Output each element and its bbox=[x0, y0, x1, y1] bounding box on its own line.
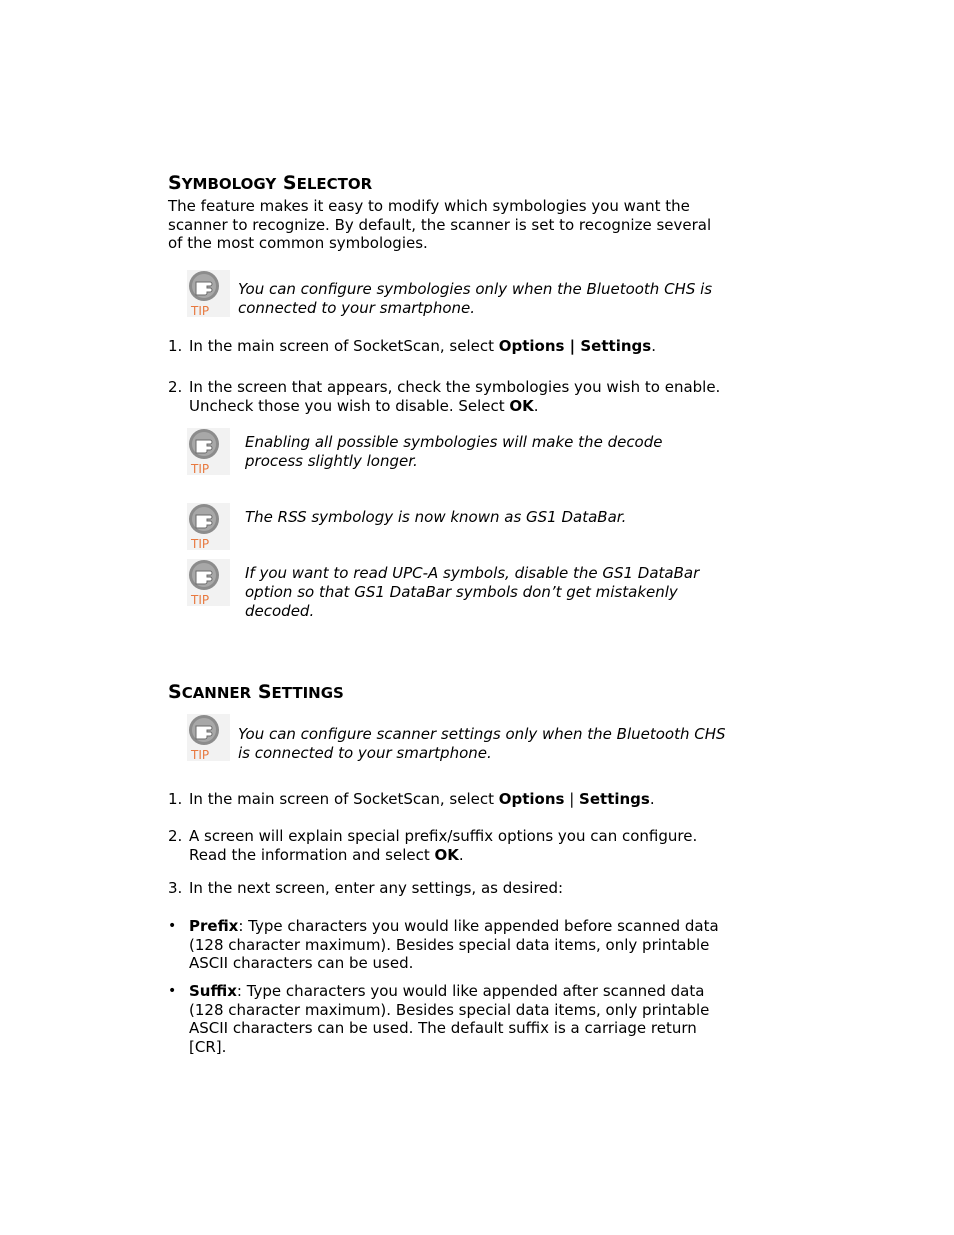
step-item bbox=[168, 827, 733, 864]
svg-text:TIP: TIP bbox=[191, 462, 210, 475]
step-item bbox=[168, 879, 728, 898]
step-number: 1. bbox=[168, 337, 183, 355]
tip-text: If you want to read UPC-A symbols, disable the GS1 DataBar option so that GS1 DataBar symbols don’t get mistakenly decoded. bbox=[245, 564, 700, 620]
tip-icon bbox=[187, 270, 230, 317]
step-end: . bbox=[533, 396, 539, 415]
step-text: In the screen that appears, check the symbologies you wish to enable. Uncheck those you wish to disable. Select bbox=[189, 378, 721, 415]
heading-smallcaps: ELECTOR bbox=[296, 175, 373, 193]
svg-text:TIP: TIP bbox=[191, 537, 210, 550]
step-bold: OK bbox=[509, 396, 534, 415]
step-text: A screen will explain special prefix/suffix options you can configure. Read the information and select bbox=[189, 827, 698, 864]
tip-text: The RSS symbology is now known as GS1 DataBar. bbox=[245, 508, 627, 526]
heading-cap: S bbox=[282, 172, 297, 194]
tip-icon bbox=[187, 503, 230, 550]
tip-icon bbox=[187, 428, 230, 475]
heading-smallcaps: YMBOLOGY bbox=[181, 175, 277, 193]
step-text: In the main screen of SocketScan, select bbox=[189, 790, 499, 808]
step-number: 2. bbox=[168, 827, 183, 845]
step-bold: Options | Settings bbox=[498, 337, 652, 355]
list-item bbox=[168, 982, 733, 1056]
heading-cap: S bbox=[168, 172, 182, 194]
tip-icon bbox=[187, 559, 230, 606]
bullet-label: Prefix bbox=[189, 917, 239, 935]
step-text: In the main screen of SocketScan, select bbox=[189, 337, 499, 355]
tip-icon bbox=[187, 714, 230, 761]
bullet-text: : Type characters you would like appended before scanned data (128 character maximum). Besides special data items, only printable ASCII characters can be used. bbox=[189, 917, 719, 973]
heading-cap: S bbox=[168, 681, 182, 703]
tip-text: You can configure symbologies only when the Bluetooth CHS is connected to your smartphone. bbox=[238, 280, 713, 317]
step-item bbox=[168, 337, 728, 356]
tip-text: You can configure scanner settings only when the Bluetooth CHS is connected to your smartphone. bbox=[238, 725, 726, 762]
list-item bbox=[168, 917, 733, 973]
step-number: 2. bbox=[168, 378, 183, 396]
step-end: . bbox=[651, 337, 656, 355]
step-end: . bbox=[458, 845, 464, 864]
step-end: . bbox=[649, 790, 655, 808]
svg-text:TIP: TIP bbox=[191, 593, 210, 606]
tip-text: Enabling all possible symbologies will make the decode process slightly longer. bbox=[245, 433, 663, 470]
heading-smallcaps: ETTINGS bbox=[271, 684, 344, 702]
section-heading-symbology-selector bbox=[168, 172, 372, 194]
bullet-symbol: • bbox=[168, 983, 177, 999]
step-item bbox=[168, 790, 728, 809]
section-heading-scanner-settings bbox=[168, 681, 344, 703]
bullet-symbol: • bbox=[168, 918, 177, 934]
symbology-intro: The feature makes it easy to modify which symbologies you want the scanner to recognize. By default, the scanner is set to recognize several of the most common symbologies. bbox=[168, 197, 712, 253]
bullet-text: : Type characters you would like appended after scanned data (128 character maximum). Besides special data items, only printable ASCII characters can be used. The default suffix is a carriage return [CR]. bbox=[189, 982, 710, 1056]
step-bold: Settings bbox=[579, 790, 650, 808]
step-text: In the next screen, enter any settings, as desired: bbox=[189, 879, 564, 897]
step-bold: Options bbox=[498, 790, 565, 808]
step-number: 3. bbox=[168, 879, 183, 897]
heading-cap: S bbox=[257, 681, 272, 703]
svg-text:TIP: TIP bbox=[191, 748, 210, 761]
step-number: 1. bbox=[168, 790, 183, 808]
svg-text:TIP: TIP bbox=[191, 304, 210, 317]
bullet-label: Suffix bbox=[189, 982, 237, 1000]
heading-smallcaps: CANNER bbox=[181, 684, 252, 702]
step-item bbox=[168, 378, 728, 415]
step-separator: | bbox=[564, 790, 580, 808]
step-bold: OK bbox=[434, 845, 459, 864]
